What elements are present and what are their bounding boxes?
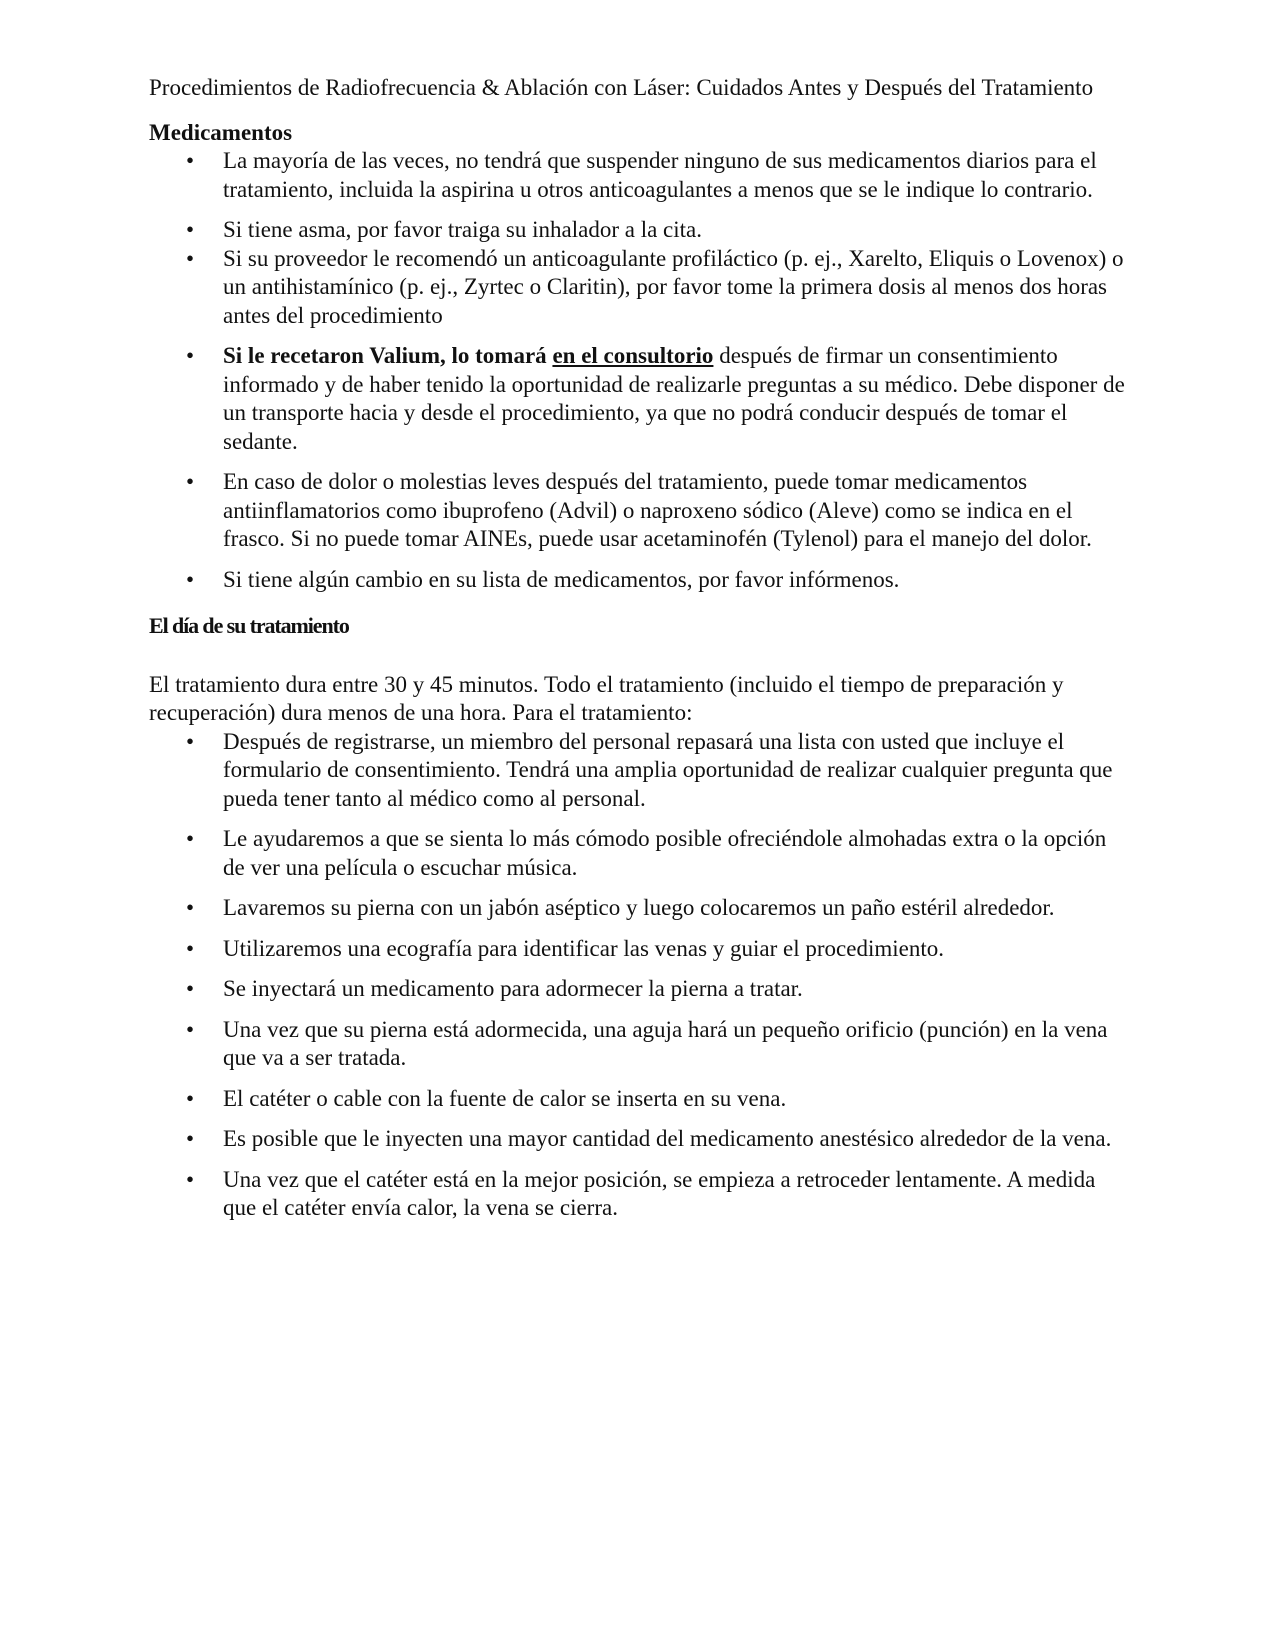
- bullet-icon: •: [186, 728, 195, 754]
- list-item-text: Después de registrarse, un miembro del personal repasará una lista con usted que incluye el formulario de consentimiento. Tendrá una amplia oportunidad de realizar cualquier pregunta que pueda tener tanto al médico como al personal.: [223, 728, 1113, 811]
- bullet-icon: •: [186, 343, 195, 368]
- valium-underlined-text: en el consultorio: [552, 343, 714, 368]
- list-item: [149, 728, 1129, 814]
- bullet-icon: •: [186, 217, 195, 242]
- list-item-text: Una vez que su pierna está adormecida, una aguja hará un pequeño orificio (punción) en la vena que va a ser tratada.: [223, 1016, 1108, 1070]
- bullet-icon: •: [186, 826, 195, 851]
- list-item: [149, 1166, 1129, 1223]
- list-item-text: En caso de dolor o molestias leves después del tratamiento, puede tomar medicamentos antiinflamatorios como ibuprofeno (Advil) o naproxeno sódico (Aleve) como se indica en el frasco. Si no puede tomar AINEs, puede usar acetaminofén (Tylenol) para el manejo del dolor.: [223, 469, 1092, 551]
- list-item: [149, 1016, 1129, 1073]
- medications-heading: Medicamentos: [149, 119, 293, 145]
- list-item: [149, 216, 1129, 245]
- list-item: [149, 342, 1129, 456]
- list-item-text: Le ayudaremos a que se sienta lo más cómodo posible ofreciéndole almohadas extra o la opción de ver una película o escuchar música.: [223, 826, 1107, 880]
- list-item-text: Si su proveedor le recomendó un anticoagulante profiláctico (p. ej., Xarelto, Eliquis o Lovenox) o un antihistamínico (p. ej., Zyrtec o Claritin), por favor tome la primera dosis al menos dos horas antes del procedimiento: [223, 245, 1124, 328]
- treatment-day-heading: El día de su tratamiento: [149, 613, 349, 638]
- bullet-icon: •: [186, 1166, 195, 1192]
- list-item: [149, 566, 1129, 595]
- list-item-text: La mayoría de las veces, no tendrá que suspender ninguno de sus medicamentos diarios para el tratamiento, incluida la aspirina u otros anticoagulantes a menos que se le indique lo contrario.: [223, 148, 1097, 202]
- list-item: [149, 1085, 1129, 1114]
- treatment-day-intro: El tratamiento dura entre 30 y 45 minutos. Todo el tratamiento (incluido el tiempo de preparación y recuperación) dura menos de una hora. Para el tratamiento:: [149, 671, 1064, 725]
- bullet-icon: •: [186, 1126, 195, 1151]
- list-item-text: Una vez que el catéter está en la mejor posición, se empieza a retroceder lentamente. A medida que el catéter envía calor, la vena se cierra.: [223, 1166, 1096, 1220]
- list-item-text: El catéter o cable con la fuente de calor se inserta en su vena.: [223, 1085, 787, 1111]
- list-item: [149, 147, 1129, 204]
- list-item: [149, 935, 1129, 964]
- list-item-text: Se inyectará un medicamento para adormecer la pierna a tratar.: [223, 976, 803, 1001]
- bullet-icon: •: [186, 1085, 195, 1111]
- treatment-day-list: [149, 728, 1129, 1223]
- document-page: [149, 74, 1129, 1235]
- valium-rest-text: después de firmar un consentimiento informado y de haber tenido la oportunidad de realizarle preguntas a su médico. Debe disponer de un transporte hacia y desde el procedimiento, ya que no podrá conducir después de tomar el sedante.: [223, 343, 1125, 454]
- list-item: [149, 1125, 1129, 1154]
- bullet-icon: •: [186, 148, 195, 173]
- medications-list: [149, 147, 1129, 594]
- bullet-icon: •: [186, 469, 195, 494]
- list-item: [149, 245, 1129, 331]
- list-item-text: Utilizaremos una ecografía para identificar las venas y guiar el procedimiento.: [223, 935, 944, 961]
- valium-bold-text: Si le recetaron Valium, lo tomará: [223, 343, 547, 368]
- document-title: Procedimientos de Radiofrecuencia & Ablación con Láser: Cuidados Antes y Después del Tratamiento: [149, 75, 1094, 100]
- list-item: [149, 825, 1129, 882]
- list-item-text: Lavaremos su pierna con un jabón aséptico y luego colocaremos un paño estéril alrededor.: [223, 895, 1055, 920]
- list-item-text: Es posible que le inyecten una mayor cantidad del medicamento anestésico alrededor de la vena.: [223, 1126, 1112, 1151]
- list-item: [149, 468, 1129, 554]
- list-item-text: Si tiene asma, por favor traiga su inhalador a la cita.: [223, 217, 702, 242]
- list-item: [149, 975, 1129, 1004]
- bullet-icon: •: [186, 245, 195, 271]
- bullet-icon: •: [186, 895, 195, 920]
- list-item-text: Si tiene algún cambio en su lista de medicamentos, por favor infórmenos.: [223, 566, 900, 592]
- bullet-icon: •: [186, 935, 195, 961]
- bullet-icon: •: [186, 566, 195, 592]
- list-item: [149, 894, 1129, 923]
- bullet-icon: •: [186, 1016, 195, 1042]
- bullet-icon: •: [186, 976, 195, 1001]
